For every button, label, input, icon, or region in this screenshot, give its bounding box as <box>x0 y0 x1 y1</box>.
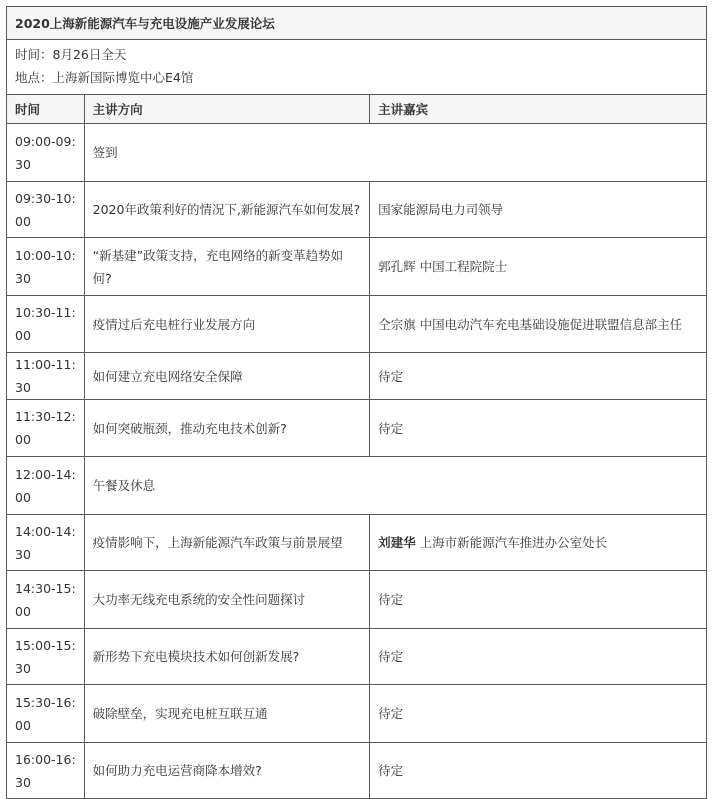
session-time: 16:00-16:30 <box>7 743 85 799</box>
session-time: 15:00-15:30 <box>7 629 85 685</box>
column-header-time: 时间 <box>7 95 85 124</box>
table-row <box>7 515 707 571</box>
table-row <box>7 296 707 353</box>
session-speaker: 待定 <box>370 571 707 629</box>
session-time: 14:00-14:30 <box>7 515 85 571</box>
event-time: 时间：8月26日全天 <box>15 47 127 62</box>
session-topic: 大功率无线充电系统的安全性问题探讨 <box>84 571 369 629</box>
session-speaker: 待定 <box>370 629 707 685</box>
session-topic: 新形势下充电模块技术如何创新发展? <box>84 629 369 685</box>
table-row <box>7 238 707 296</box>
session-time: 11:00-11:30 <box>7 353 85 400</box>
session-topic: 2020年政策利好的情况下,新能源汽车如何发展? <box>84 182 369 238</box>
session-topic: 疫情过后充电桩行业发展方向 <box>84 296 369 353</box>
session-speaker: 国家能源局电力司领导 <box>370 182 707 238</box>
table-row <box>7 571 707 629</box>
session-topic: 疫情影响下，上海新能源汽车政策与前景展望 <box>84 515 369 571</box>
table-row <box>7 124 707 182</box>
speaker-title: 上海市新能源汽车推进办公室处长 <box>415 535 608 550</box>
table-row <box>7 457 707 515</box>
session-topic: 如何建立充电网络安全保障 <box>84 353 369 400</box>
table-row <box>7 743 707 799</box>
session-topic: 破除壁垒，实现充电桩互联互通 <box>84 685 369 743</box>
table-row <box>7 353 707 400</box>
session-time: 14:30-15:00 <box>7 571 85 629</box>
agenda-table <box>6 6 707 799</box>
column-header-topic: 主讲方向 <box>84 95 369 124</box>
session-topic: “新基建”政策支持，充电网络的新变革趋势如何? <box>84 238 369 296</box>
session-topic: 如何助力充电运营商降本增效? <box>84 743 369 799</box>
table-row <box>7 182 707 238</box>
session-time: 12:00-14:00 <box>7 457 85 515</box>
session-speaker: 待定 <box>370 685 707 743</box>
session-time: 15:30-16:00 <box>7 685 85 743</box>
info-row <box>7 40 707 95</box>
event-info <box>7 40 707 95</box>
session-topic: 午餐及休息 <box>84 457 706 515</box>
session-time: 10:00-10:30 <box>7 238 85 296</box>
session-time: 11:30-12:00 <box>7 400 85 457</box>
session-speaker <box>370 515 707 571</box>
table-row <box>7 685 707 743</box>
session-topic: 签到 <box>84 124 706 182</box>
session-speaker: 待定 <box>370 353 707 400</box>
table-row <box>7 629 707 685</box>
session-time: 09:00-09:30 <box>7 124 85 182</box>
session-time: 10:30-11:00 <box>7 296 85 353</box>
agenda-document <box>6 6 707 799</box>
session-speaker: 待定 <box>370 743 707 799</box>
column-header-row <box>7 95 707 124</box>
title-row <box>7 7 707 40</box>
table-row <box>7 400 707 457</box>
session-speaker: 郭孔辉 中国工程院院士 <box>370 238 707 296</box>
session-speaker: 待定 <box>370 400 707 457</box>
session-speaker: 仝宗旗 中国电动汽车充电基础设施促进联盟信息部主任 <box>370 296 707 353</box>
session-topic: 如何突破瓶颈，推动充电技术创新? <box>84 400 369 457</box>
event-location: 地点：上海新国际博览中心E4馆 <box>15 70 194 85</box>
session-time: 09:30-10:00 <box>7 182 85 238</box>
speaker-name: 刘建华 <box>378 535 416 550</box>
column-header-guest: 主讲嘉宾 <box>370 95 707 124</box>
forum-title: 2020上海新能源汽车与充电设施产业发展论坛 <box>7 7 707 40</box>
